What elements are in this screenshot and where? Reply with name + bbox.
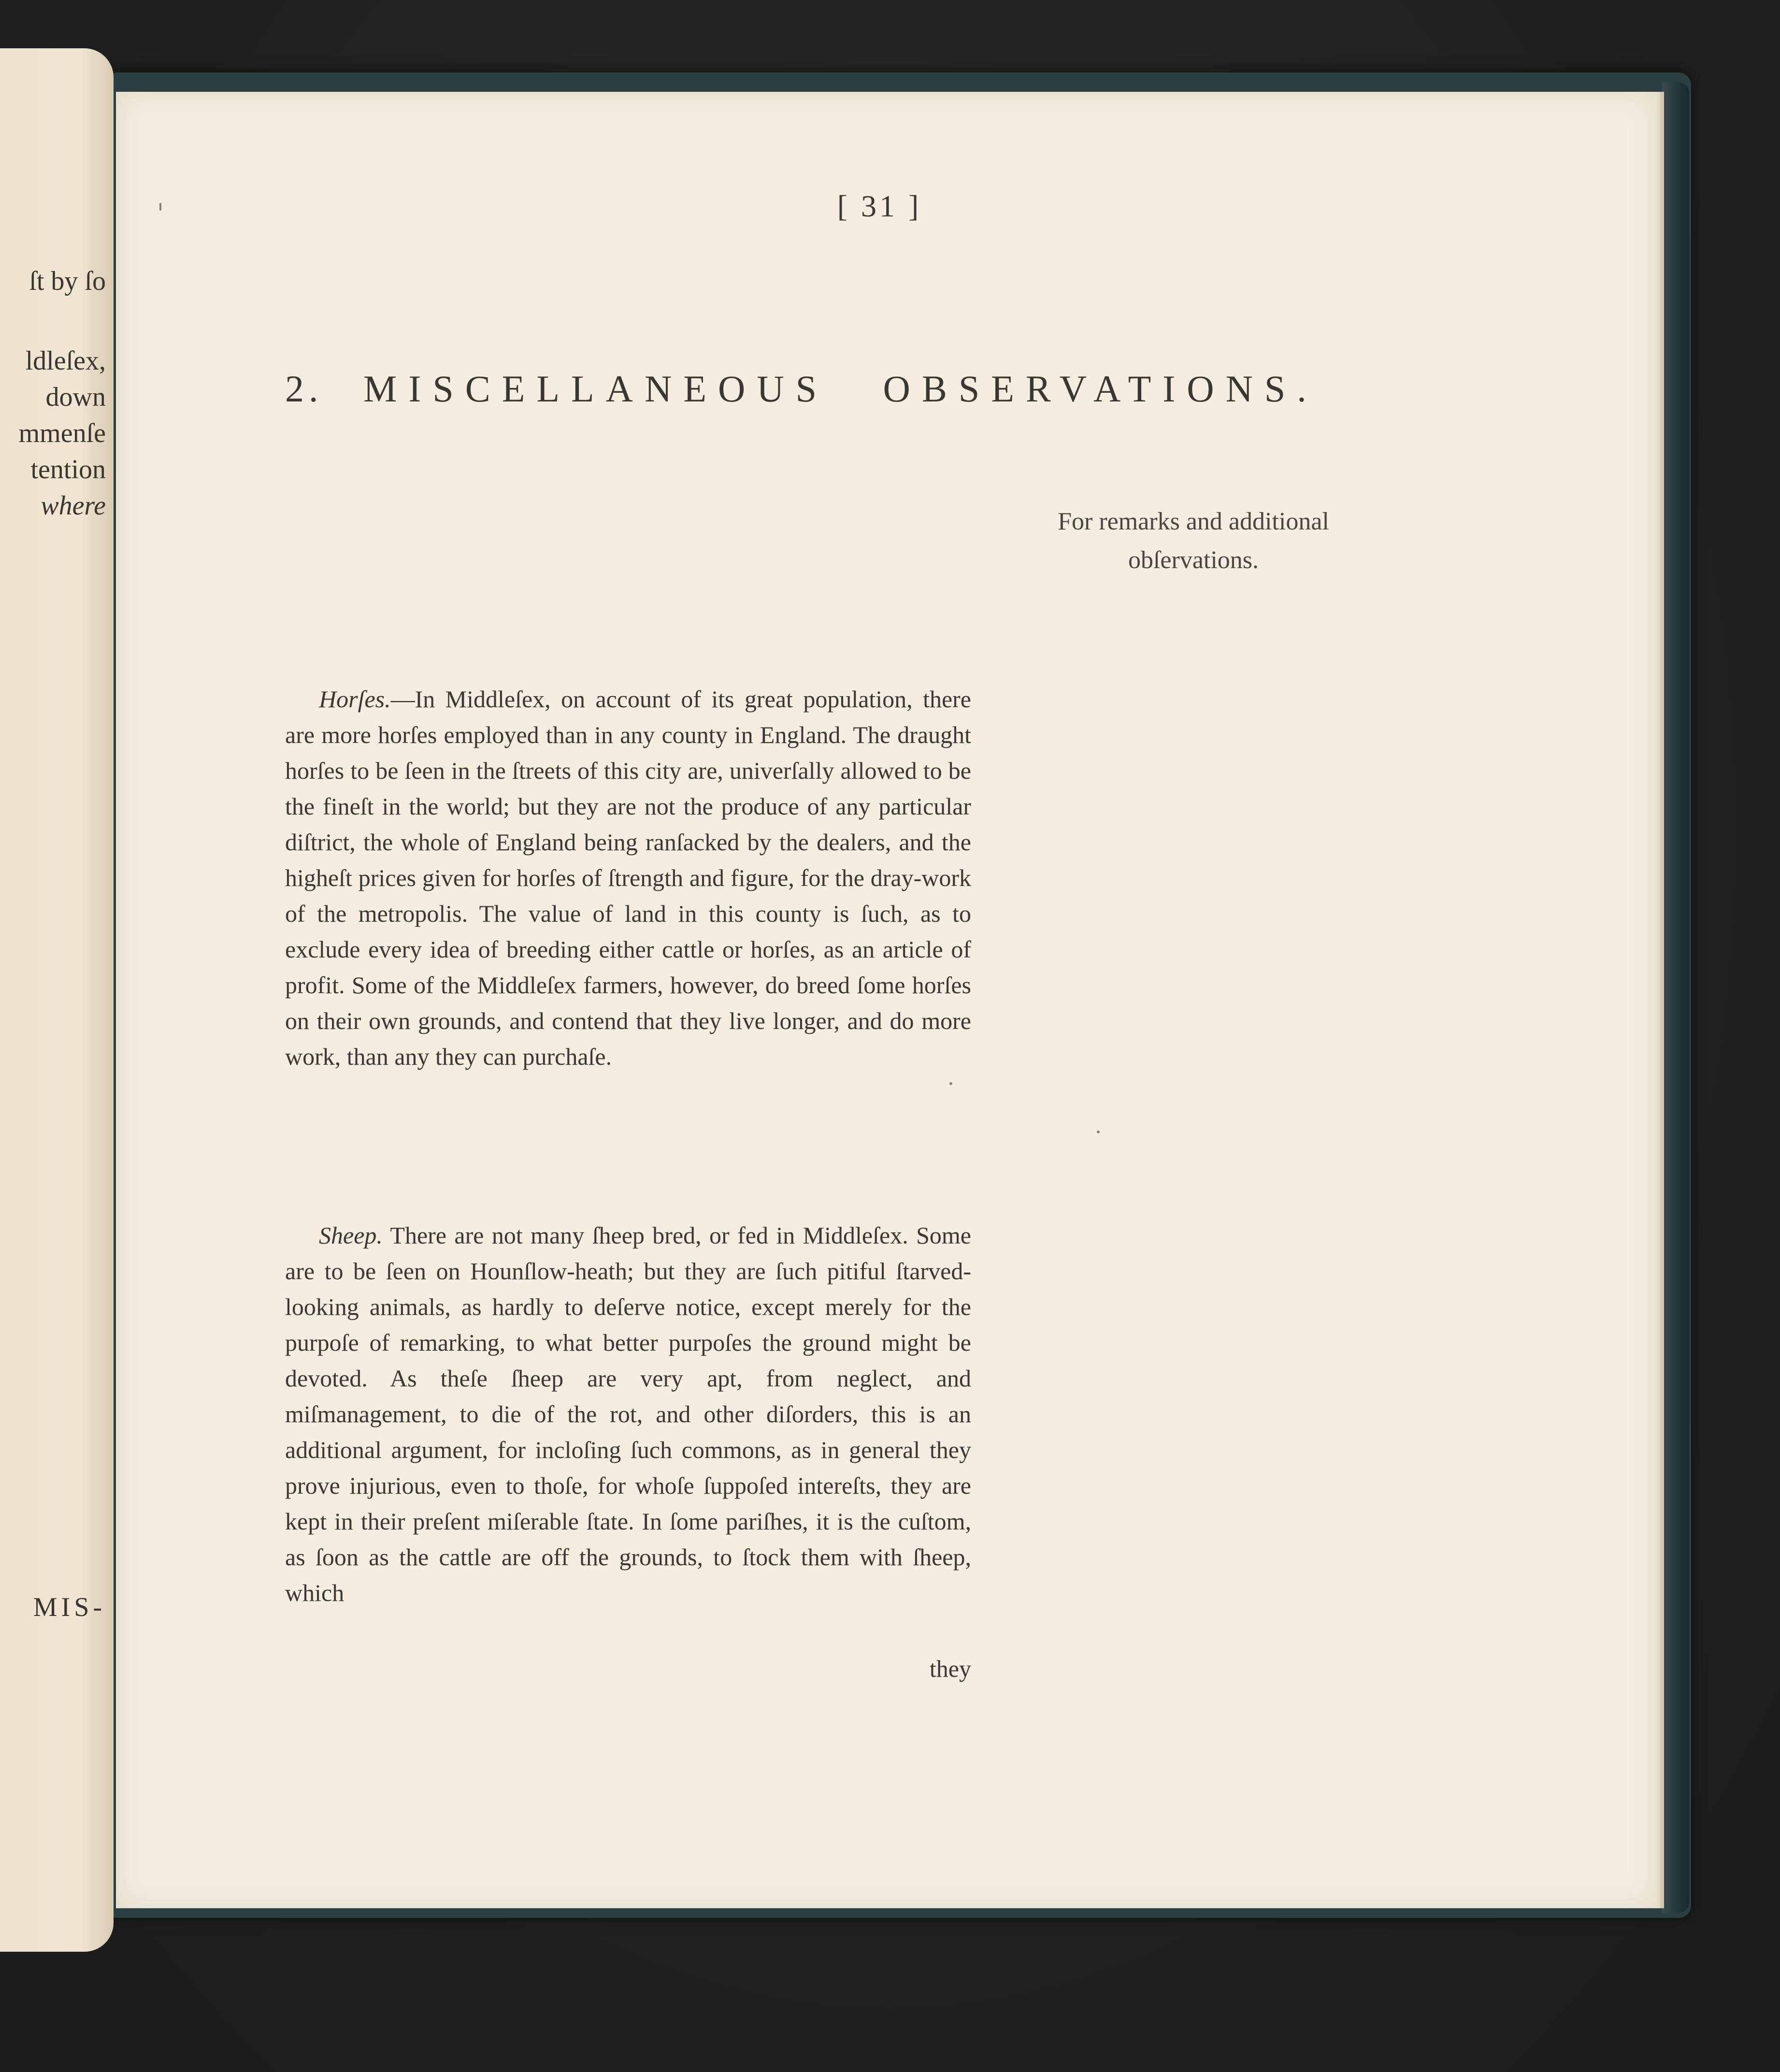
book-page [116, 92, 1657, 1908]
section-number: 2. [285, 368, 323, 410]
paragraph-text: There are not many ſheep bred, or fed in Middleſex. Some are to be ſeen on Hounſlow-heath; but they are ſuch pitiful ſtarved-looking animals, as hardly to deſerve notice, except merely for the purpoſe of remarking, to what better purpoſes the ground might be devoted. As theſe ſheep are very apt, from neglect, and miſmanagement, to die of the rot, and other diſorders, this is an additional argument, for incloſing ſuch commons, as in general they prove injurious, even to thoſe, for whoſe ſuppoſed intereſts, they are kept in their preſent miſerable ſtate. In ſome pariſhes, it is the cuſtom, as ſoon as the cattle are off the grounds, to ſtock them with ſheep, which [285, 1222, 971, 1606]
page-number: [ 31 ] [837, 189, 922, 223]
section-heading [285, 367, 1541, 411]
left-page-fragment: ſt by ſo [29, 266, 106, 296]
paragraph-lead: Horſes. [319, 686, 391, 713]
left-page-fragment: mmenſe [18, 418, 106, 448]
heading-word: MISCELLANEOUS [363, 368, 829, 410]
left-page-fragment: tention [30, 455, 106, 485]
margin-note-line: obſervations. [1128, 546, 1259, 574]
paper-speck [1097, 1130, 1100, 1133]
margin-note-line: For remarks and additional [1058, 508, 1329, 535]
paper-speck [159, 203, 161, 211]
paragraph-horses [285, 681, 971, 1074]
paragraph-sheep [285, 1217, 971, 1611]
left-page-fragment: down [45, 382, 106, 412]
binding-edge [1662, 82, 1689, 1913]
heading-word: OBSERVATIONS. [883, 368, 1318, 410]
paragraph-lead: Sheep. [319, 1222, 383, 1249]
left-page-fragment: MIS- [33, 1592, 106, 1622]
margin-note [976, 502, 1411, 580]
left-page-fragment: where [41, 491, 106, 521]
left-facing-page [0, 48, 114, 1952]
catchword: they [929, 1655, 971, 1682]
left-page-fragment: ldleſex, [25, 346, 106, 376]
paper-speck [949, 1082, 952, 1085]
paragraph-text: —In Middleſex, on account of its great population, there are more horſes employed than in any county in England. The draught horſes to be ſeen in the ſtreets of this city are, univerſally allowed to be the fineſt in the world; but they are not the produce of any particular diſtrict, the whole of England being ranſacked by the dealers, and the higheſt prices given for horſes of ſtrength and figure, for the dray-work of the metropolis. The value of land in this county is ſuch, as to exclude every idea of breeding either cattle or horſes, as an article of profit. Some of the Middleſex farmers, however, do breed ſome horſes on their own grounds, and contend that they live longer, and do more work, than any they can purchaſe. [285, 686, 971, 1070]
